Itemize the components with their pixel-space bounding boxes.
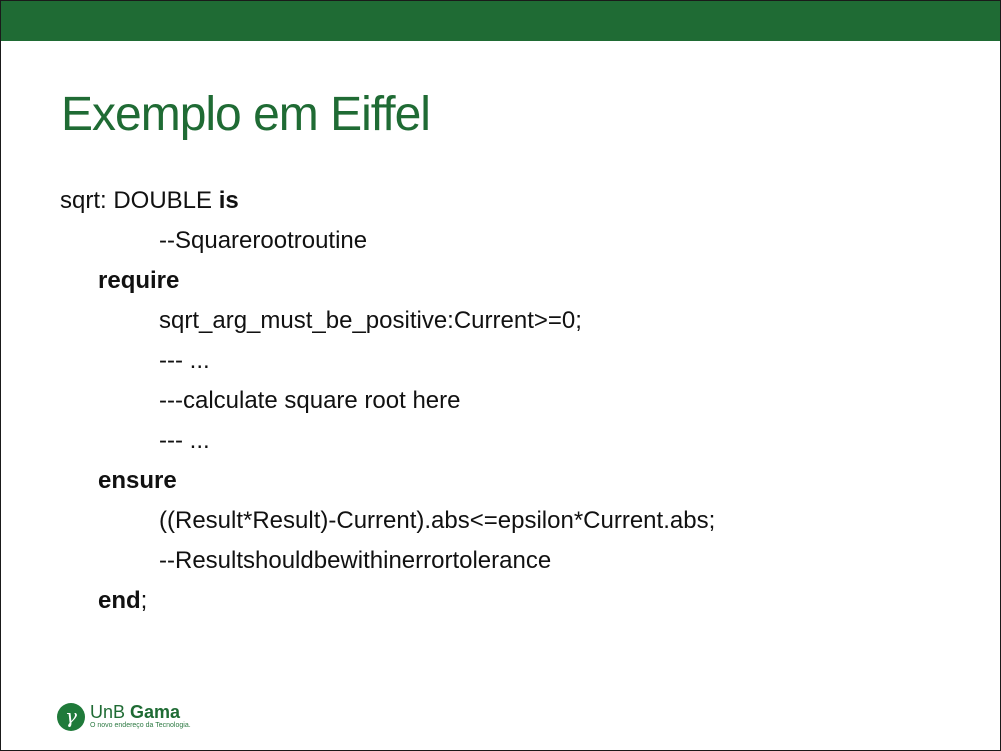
code-line-postcondition: ((Result*Result)-Current).abs<=epsilon*Current.abs; [159, 507, 716, 534]
logo-name [90, 701, 180, 723]
code-line-ellipsis: --- ... [159, 347, 210, 374]
code-line-signature [60, 181, 239, 221]
code-text: ; [140, 587, 148, 614]
keyword-end: end [98, 587, 141, 614]
code-line-comment: --Resultshouldbewithinerrortolerance [159, 547, 552, 574]
keyword-require: require [98, 267, 180, 294]
unb-gama-logo [57, 701, 207, 733]
slide-title: Exemplo em Eiffel [61, 88, 430, 141]
code-line-comment: ---calculate square root here [159, 387, 461, 414]
logo-name-unb: UnB [90, 702, 131, 722]
code-line-precondition: sqrt_arg_must_be_positive:Current>=0; [159, 307, 582, 334]
gamma-logo-icon: γ [57, 703, 85, 731]
logo-name-gama: Gama [130, 702, 181, 722]
keyword-is: is [218, 187, 239, 214]
code-line-ellipsis: --- ... [159, 427, 210, 454]
keyword-ensure: ensure [98, 467, 177, 494]
code-text: sqrt: DOUBLE [60, 187, 219, 214]
header-bar [1, 1, 1000, 41]
code-line-comment: --Squarerootroutine [159, 227, 368, 254]
code-line-end [98, 581, 147, 621]
logo-tagline: O novo endereço da Tecnologia. [90, 722, 191, 729]
